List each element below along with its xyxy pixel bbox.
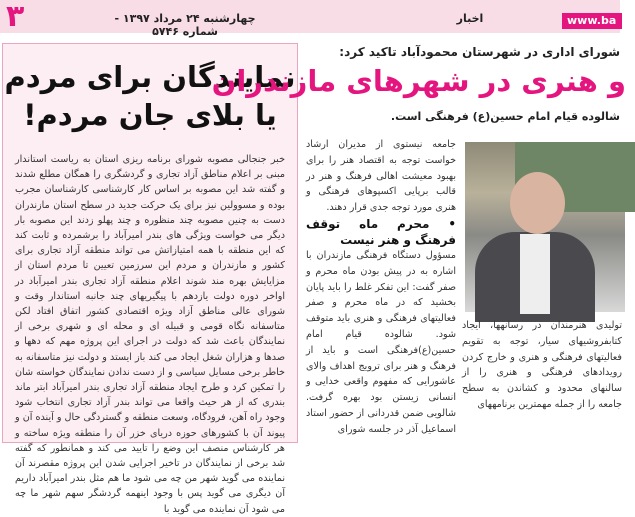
section-title: اخبار xyxy=(456,12,484,25)
page-number: ۳ xyxy=(6,0,25,34)
page-header xyxy=(0,0,620,38)
article-subheadline: شالوده قیام امام حسین(ع) فرهنگی است. xyxy=(390,110,620,123)
paragraph: مسؤول دستگاه فرهنگی مازندران با اشاره به در پیش بودن ماه محرم و صفر گفت: این تفکر غلط را باید پایان بخشید که در ماه محرم و صفر فعالیتهای فرهنگی و هنری باید متوقف شود. شالوده قیام امام حسین(ع)فرهنگی است و باید از فرهنگ و هنر برای ترویج اهداف والای عاشورایی که مفهوم واقعی خدایی و انسانی زیستن بود بهره گرفت. شالویی ضمن قدردانی از حضور استاد اسماعیل آذر در جلسه شورای xyxy=(306,249,456,435)
left-article-body: خبر جنجالی مصوبه شورای برنامه ریزی استان به ریاست استاندار مبنی بر اعلام مناطق آزاد تجاری و گردشگری را همگان مطلع شدند و گفته شد این مصوبه بر اساس کار کارشناسی کارشناسان مجرب بوده و مسوولین نیز برای یک حرکت جدید در سطح استان مازندران دست به چنین مصوبه چند منظوره و چند پهلو زدند این مصوبه بار دیگر می خواست ویژگی های بندر امیرآباد را برشمرده و ثابت کند که این منطقه با همه امتیازاتش می تواند منطقه آزاد تجاری برای کشور و مازندران و مردم این سرزمین تعیین تا مردم استان از مزایایش بهره مند شوند اعلام منطقه آزاد تجاری بندر امیرآباد در اواخر دوره دولت یازدهم با پیگیریهای چند جانبه استاندار وقت و شورای عالی مناطق آزاد ویژه اقتصادی کشور اتفاق افتاد لکن متاسفانه نگاه قومی و قبیله ای و محله ای و شهری برخی از نمایندگان باعث شد که دولت در اجرای این پروژه مهم که دهها و صدها و هزاران شغل ایجاد می کند باز ایستد و دولت نیز متاسفانه به خاطر برخی مسایل سیاسی و از دست ندادن نمایندگان خواسته شان را تمکین کرد و طرح ایجاد منطقه آزاد تجاری بندر امیرآباد ابتر ماند بندری که از هر حیث واقعا می تواند بندر آزاد تجاری انتخاب شود وجود راه آهن، فرودگاه، وسعت منطقه و گستردگی حال و آینده آن و پیوند آن با کشورهای حوزه دریای خزر آن را منطقه ویژه ساخته و هر کارشناس منصف این وضع را تایید می کند و همانطور که گفته شد برخی از نمایندگان در تاخیر اجرایی شدن این پروژه مقصرند آن نماینده می گوید شهر من چه می شود ما هم مثل بندر امیرآباد داریم آن دیگری می گوید پس با وجود اینهمه گردشگر سهم شهر ما چه می شود آن نماینده می گوید با xyxy=(15,154,285,515)
photo-person-shirt xyxy=(520,234,550,314)
issue-date: چهارشنبه ۲۴ مرداد ۱۳۹۷ - شماره ۵۷۴۶ xyxy=(114,12,256,38)
paragraph: جامعه نیستوی از مدیران ارشاد خواست توجه به اقتصاد هنر را برای بهبود معیشت اهالی فرهنگ و هنر در قالب برپایی اکسپوهای فرهنگی و هنری مورد توجه جدی قرار دهند. xyxy=(306,139,456,214)
website-label: www.ba xyxy=(562,13,622,29)
article-headline: و هنری در شهرهای مازندران xyxy=(211,64,626,98)
title-line: نمایندگان برای مردم xyxy=(4,60,296,94)
article-column-1 xyxy=(306,137,456,435)
article-column-2: تولیدی هنرمندان در رسانهها، ایجاد کتابفروشیهای سیار، توجه به تقویم فعالیتهای فرهنگی و هنری و خارج کردن رویدادهای فرهنگی و هنری را از سالنهای محدود و کشاندن به سطح جامعه را از جمله مهمترین برنامههای xyxy=(462,320,622,410)
left-article-box xyxy=(2,43,298,515)
photo-person-face xyxy=(510,172,565,234)
section-subheading: • محرم ماه توقف فرهنگ و هنر نیست xyxy=(306,216,456,247)
article-kicker: شورای اداری در شهرستان محمودآباد تاکید کرد: xyxy=(339,45,620,59)
title-line: یا بلای جان مردم! xyxy=(23,98,277,132)
article-photo xyxy=(465,142,625,312)
